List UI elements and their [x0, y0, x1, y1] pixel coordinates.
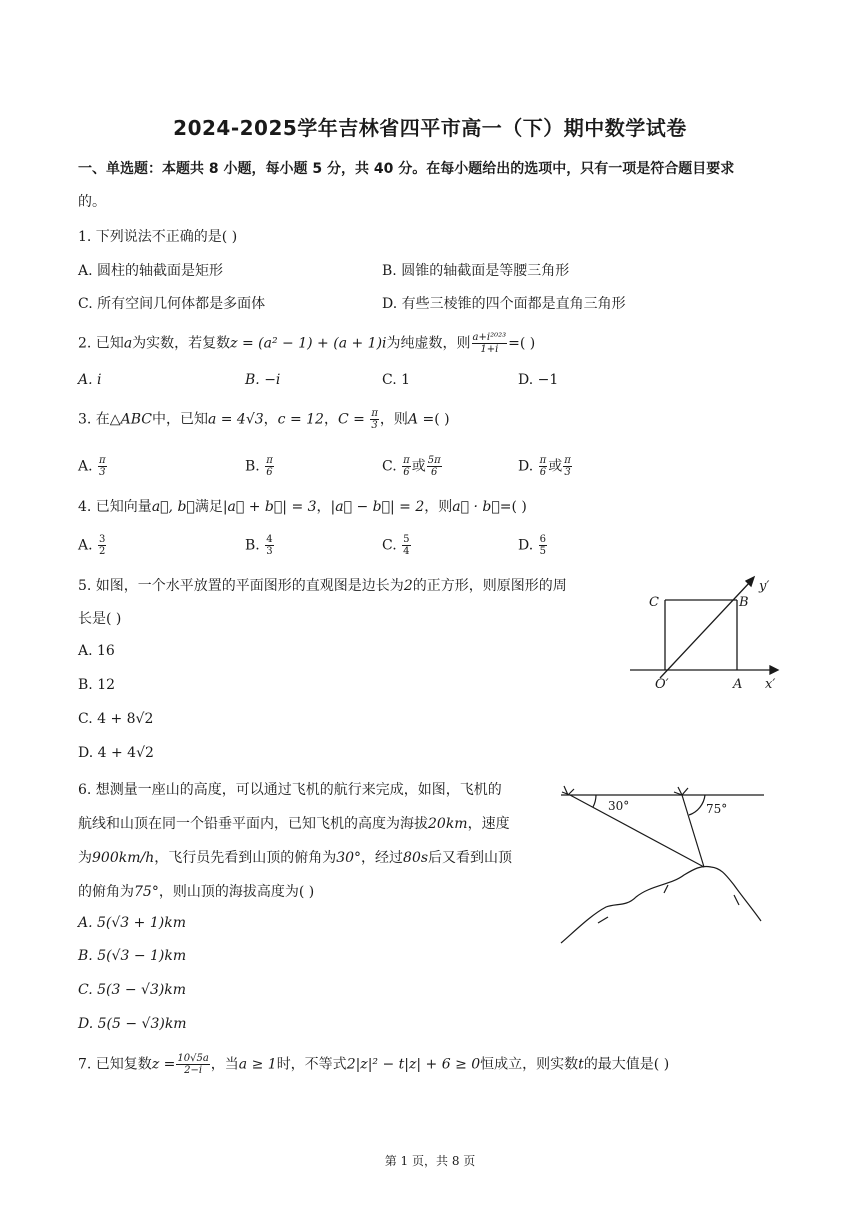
- q2-option-d: D. −1: [518, 372, 559, 388]
- q6-text: 为: [78, 850, 92, 866]
- frac-num: 5: [403, 534, 410, 545]
- angle-label-30: 30°: [608, 799, 630, 813]
- q4-cond2: |a⃗ − b⃗| = 2: [330, 499, 425, 515]
- q4-sep: ，则: [424, 499, 453, 515]
- q1-option-c: C. 所有空间几何体都是多面体: [78, 296, 266, 312]
- sightline-1: [570, 795, 704, 867]
- q3-option-b: [245, 455, 275, 478]
- q2-tail: =( ): [508, 335, 536, 352]
- q3-ask: A =: [407, 411, 435, 428]
- q7-var-z: z =: [151, 1056, 176, 1073]
- q2-text: 2. 已知: [78, 335, 124, 352]
- frac-den: 4: [403, 546, 410, 557]
- frac: [98, 455, 107, 478]
- frac-num: π: [266, 455, 273, 466]
- q4-text: 4. 已知向量: [78, 499, 152, 515]
- opt-or: 或: [411, 458, 426, 475]
- section-heading: 一、单选题：本题共 8 小题，每小题 5 分，共 40 分。在每小题给出的选项中，只有一项是符合题目要求: [78, 161, 735, 177]
- q6-text: ，则山顶的海拔高度为( ): [158, 884, 315, 900]
- frac-den: 3: [564, 467, 571, 478]
- frac-den: 6: [539, 467, 547, 478]
- frac-num: π: [371, 408, 378, 419]
- q5-figure: [625, 570, 790, 695]
- q3-text: 3. 在△: [78, 411, 121, 428]
- q3-option-a: [78, 455, 108, 478]
- frac: [98, 534, 106, 557]
- q3-sep: ，: [323, 411, 338, 428]
- frac-den: 6: [403, 467, 410, 478]
- q4-stem: [78, 496, 527, 516]
- q1-option-a: A. 圆柱的轴截面是矩形: [78, 263, 224, 279]
- q3-option-c: [382, 455, 443, 478]
- mountain-mark: [734, 895, 739, 905]
- q2-frac-den: 1+i: [480, 344, 499, 355]
- mountain-mark: [664, 885, 668, 893]
- frac-den: 6: [266, 467, 273, 478]
- q5-option-d: D. 4 + 4√2: [78, 745, 154, 761]
- q6-angle1: 30°: [336, 850, 362, 866]
- q6-text: ，经过: [361, 850, 404, 866]
- q7-text: 恒成立，则实数: [480, 1056, 579, 1073]
- opt-label: B.: [245, 537, 265, 554]
- q5-option-c: C. 4 + 8√2: [78, 711, 154, 727]
- q6-time: 80s: [403, 850, 429, 866]
- q7-text: 7. 已知复数: [78, 1056, 152, 1073]
- q3-triangle: ABC: [120, 411, 152, 428]
- frac-den: 2: [99, 546, 106, 557]
- frac-den: 3: [99, 467, 106, 478]
- q4-text: 满足: [194, 499, 223, 515]
- q3-cond-angle: C =: [337, 411, 370, 428]
- mountain-outline: [561, 866, 761, 943]
- q6-altitude: 20km: [428, 816, 468, 832]
- q2-option-c: C. 1: [382, 372, 411, 388]
- q5-option-a: A. 16: [78, 643, 115, 659]
- opt-label: D.: [518, 458, 538, 475]
- q6-angle2: 75°: [134, 884, 159, 900]
- q6-option-c: C. 5(3 − √3)km: [78, 982, 187, 998]
- q2-frac-num: a+i²⁰²³: [472, 332, 507, 343]
- q3-stem: [78, 408, 450, 431]
- q1-option-b: B. 圆锥的轴截面是等腰三角形: [382, 263, 570, 279]
- frac: [265, 534, 273, 557]
- q4-sep: ，: [316, 499, 331, 515]
- q7-text: ，当: [210, 1056, 239, 1073]
- q6-text: 的俯角为: [78, 884, 134, 900]
- q6-stem-line2: [78, 813, 510, 833]
- q6-option-a: A. 5(√3 + 1)km: [78, 915, 186, 931]
- label-y: y′: [759, 579, 770, 594]
- q2-option-b: B. −i: [245, 372, 281, 388]
- q6-text: 航线和山顶在同一个铅垂平面内，已知飞机的高度为海拔: [78, 816, 428, 832]
- q7-tail: 的最大值是( ): [583, 1056, 670, 1073]
- q5-stem-line2: 长是( ): [78, 611, 122, 627]
- q4-vectors: a⃗, b⃗: [151, 499, 195, 515]
- q7-cond: a ≥ 1: [238, 1056, 277, 1073]
- label-a: A: [733, 677, 743, 692]
- q3-sep: ，: [263, 411, 278, 428]
- frac-num: π: [403, 455, 410, 466]
- q2-stem: [78, 332, 535, 355]
- q6-text: ，速度: [467, 816, 510, 832]
- q3-frac: [370, 408, 379, 431]
- q6-stem-line1: 6. 想测量一座山的高度，可以通过飞机的航行来完成，如图，飞机的: [78, 782, 502, 798]
- opt-label: C.: [382, 458, 402, 475]
- q4-cond1: |a⃗ + b⃗| = 3: [222, 499, 317, 515]
- q3-tail: ( ): [434, 411, 450, 428]
- frac-num: π: [539, 455, 547, 466]
- q3-option-d: [518, 455, 573, 478]
- q3-cond-c: c = 12: [277, 411, 324, 428]
- q6-figure: [556, 775, 771, 947]
- q7-stem: [78, 1053, 669, 1076]
- q2-text: 为纯虚数，则: [386, 335, 471, 352]
- q2-fraction: [472, 332, 508, 355]
- q1-stem: 1. 下列说法不正确的是( ): [78, 229, 238, 245]
- airplane-icon: [674, 787, 688, 795]
- frac-den: 3: [371, 420, 378, 431]
- q6-option-d: D. 5(5 − √3)km: [78, 1016, 187, 1032]
- q6-speed: 900km/h: [92, 850, 155, 866]
- x-arrow-icon: [770, 666, 778, 674]
- q6-text: 后又看到山顶: [428, 850, 513, 866]
- q5-side-length: 2: [403, 578, 413, 594]
- frac-num: 10√5a: [177, 1053, 209, 1064]
- page-footer: 第 1 页，共 8 页: [384, 1154, 476, 1168]
- page-title: 2024-2025学年吉林省四平市高一（下）期中数学试卷: [173, 116, 687, 140]
- frac: [402, 455, 411, 478]
- q5-text: 5. 如图，一个水平放置的平面图形的直观图是边长为: [78, 578, 404, 594]
- frac-den: 6: [430, 467, 438, 478]
- frac: [563, 455, 572, 478]
- frac-num: π: [99, 455, 106, 466]
- q6-text: ，飞行员先看到山顶的俯角为: [154, 850, 337, 866]
- angle-label-75: 75°: [706, 802, 728, 816]
- label-o: O′: [655, 677, 669, 692]
- label-c: C: [649, 595, 659, 610]
- frac-den: 2−i: [184, 1065, 203, 1076]
- q6-stem-line4: [78, 881, 314, 901]
- frac-den: 5: [539, 546, 547, 557]
- q4-option-d: [518, 534, 548, 557]
- q3-sep: ，则: [379, 411, 408, 428]
- frac: [265, 455, 274, 478]
- q4-tail: =( ): [499, 499, 527, 515]
- q2-text: 为实数，若复数: [132, 335, 231, 352]
- q7-text: 时，不等式: [276, 1056, 347, 1073]
- frac: [539, 455, 548, 478]
- q6-option-b: B. 5(√3 − 1)km: [78, 948, 187, 964]
- q3-text: 中，已知: [151, 411, 208, 428]
- q4-ask: a⃗ · b⃗: [452, 499, 500, 515]
- label-x: x′: [765, 677, 776, 692]
- q2-option-a: A. i: [78, 372, 102, 388]
- opt-or: 或: [548, 458, 563, 475]
- q2-var-a: a: [123, 335, 133, 352]
- q4-option-c: [382, 534, 412, 557]
- frac: [402, 534, 410, 557]
- opt-label: B.: [245, 458, 265, 475]
- section-heading-cont: 的。: [78, 194, 106, 210]
- frac-num: 6: [539, 534, 547, 545]
- q7-inequality: 2|z|² − t|z| + 6 ≥ 0: [346, 1056, 481, 1073]
- frac: [539, 534, 547, 557]
- q5-text: 的正方形，则原图形的周: [412, 578, 567, 594]
- frac-den: 3: [266, 546, 273, 557]
- opt-label: C.: [382, 537, 402, 554]
- frac: [427, 455, 442, 478]
- q1-option-d: D. 有些三棱锥的四个面都是直角三角形: [382, 296, 626, 312]
- q4-option-b: [245, 534, 275, 557]
- opt-label: A.: [78, 537, 98, 554]
- airplane-icon: [562, 786, 574, 795]
- q2-expr: z = (a² − 1) + (a + 1)i: [230, 335, 387, 352]
- angle-arc-30: [593, 795, 596, 807]
- q4-option-a: [78, 534, 107, 557]
- mountain-mark: [598, 917, 608, 923]
- angle-arc-75: [689, 795, 705, 815]
- q7-fraction: [176, 1053, 209, 1076]
- frac-num: 3: [99, 534, 106, 545]
- q6-stem-line3: [78, 847, 512, 867]
- q5-stem-line1: [78, 575, 567, 595]
- frac-num: 4: [266, 534, 273, 545]
- opt-label: A.: [78, 458, 98, 475]
- q5-option-b: B. 12: [78, 677, 116, 693]
- frac-num: 5π: [427, 455, 441, 466]
- q7-var-t: t: [578, 1056, 584, 1073]
- frac-num: π: [564, 455, 571, 466]
- opt-label: D.: [518, 537, 538, 554]
- label-b: B: [739, 595, 749, 610]
- q3-cond-a: a = 4√3: [207, 411, 264, 428]
